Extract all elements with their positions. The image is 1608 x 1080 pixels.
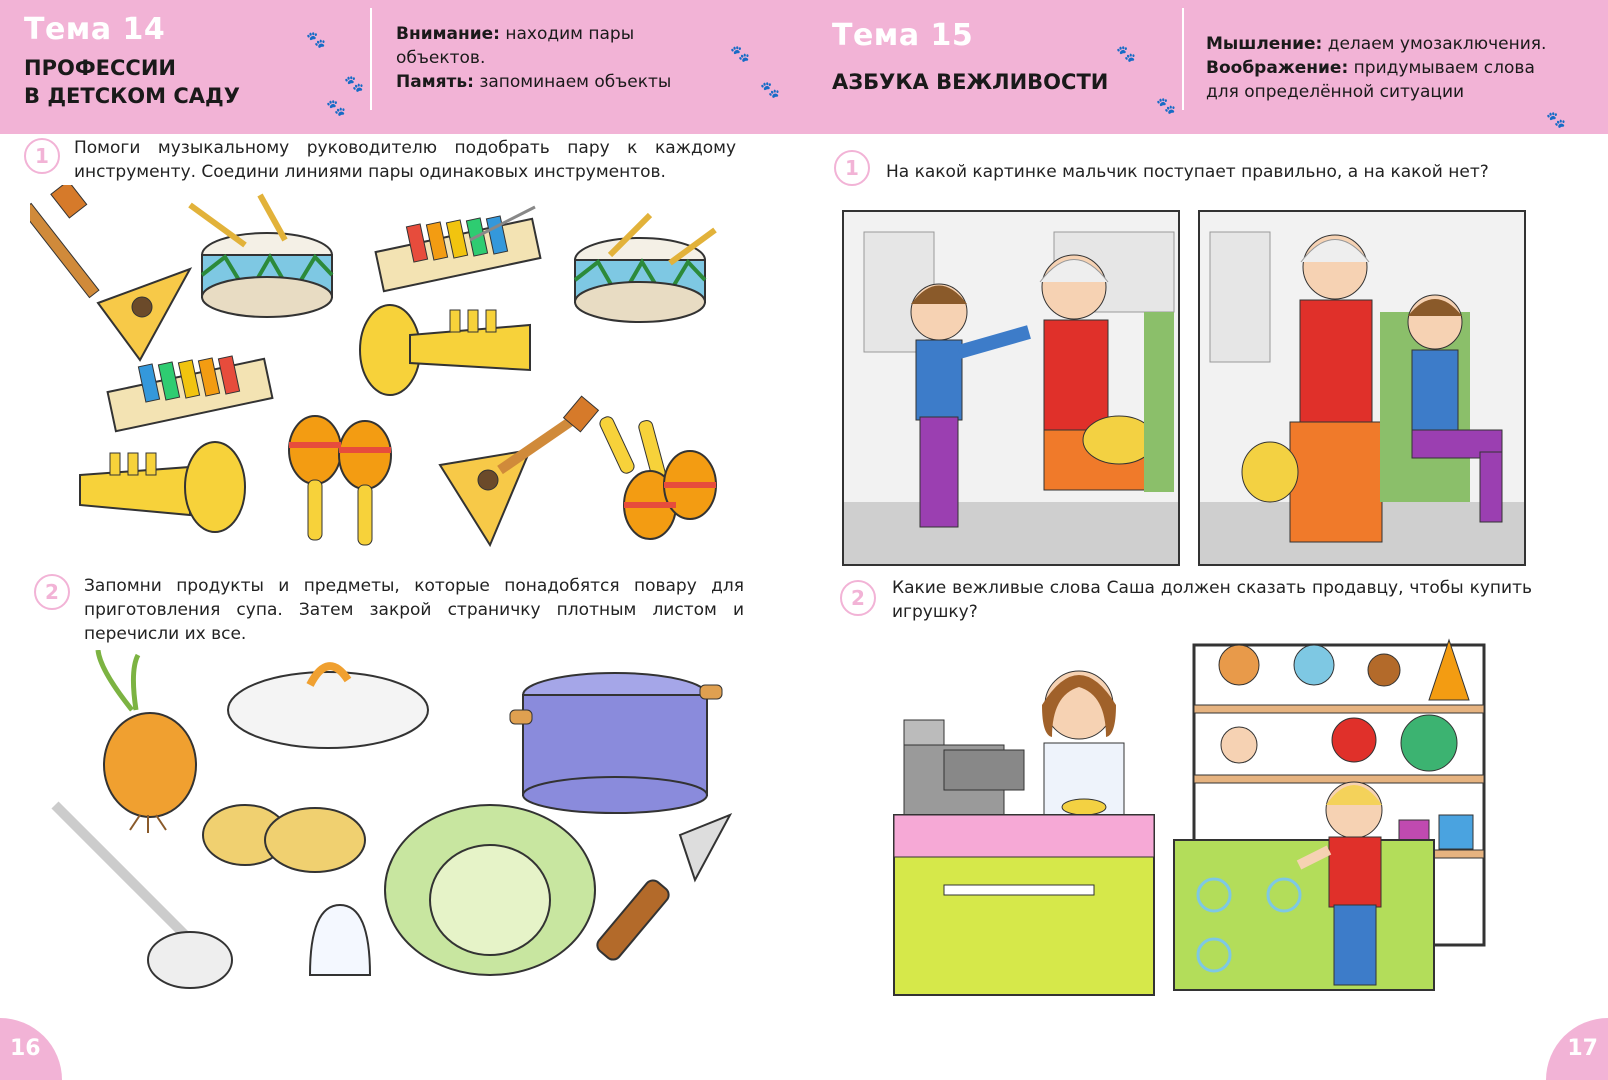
task-2-text: Какие вежливые слова Саша должен сказать продавцу, чтобы купить игрушку?: [892, 578, 1532, 622]
topic-title: ПРОФЕССИИ В ДЕТСКОМ САДУ: [24, 56, 240, 108]
trumpet-2: [80, 442, 245, 532]
tema-number: Тема 15: [832, 18, 974, 53]
skill-line: для определённой ситуации: [1206, 82, 1465, 102]
toy-shop-illustration: [884, 625, 1524, 1025]
task-number: 2: [34, 574, 70, 610]
skills-list: [396, 22, 726, 94]
task-1-text: На какой картинке мальчик поступает правильно, а на какой нет?: [886, 162, 1489, 182]
onion: [98, 650, 196, 833]
skill-line: Мышление: делаем умозаключения.: [1206, 34, 1547, 54]
trumpet-1: [360, 305, 530, 395]
balalaika-2: [440, 396, 598, 545]
cash-register: [904, 720, 1024, 815]
xylophone-1: [376, 207, 541, 291]
balalaika-1: [30, 185, 190, 360]
paw-print-icon: 🐾: [344, 74, 364, 93]
tema-number: Тема 14: [24, 12, 166, 47]
paw-print-icon: 🐾: [730, 44, 750, 63]
task-number: 2: [840, 580, 876, 616]
drum-1: [190, 195, 332, 317]
pot-lid: [228, 666, 428, 748]
soup-ingredients-illustration: [40, 650, 760, 1020]
task-number: 1: [24, 138, 60, 174]
paw-print-icon: 🐾: [306, 30, 326, 49]
bus-scene-left: [842, 210, 1180, 566]
skill-line: объектов.: [396, 48, 486, 68]
skill-line: Воображение: придумываем слова: [1206, 58, 1535, 78]
knife: [594, 815, 730, 963]
saleswoman: [1042, 671, 1124, 815]
skill-line: Внимание: находим пары: [396, 24, 635, 44]
topic-title: АЗБУКА ВЕЖЛИВОСТИ: [832, 70, 1109, 94]
task-number: 1: [834, 150, 870, 186]
task-1-text: Помоги музыкальному руководителю подобрать пару к каждому инструменту. Соедини линиями пары одинаковых инструментов.: [74, 138, 736, 182]
page-number: 17: [1546, 1018, 1608, 1080]
shop-counter: [894, 815, 1154, 995]
page-number: 16: [0, 1018, 62, 1080]
bus-scene-right: [1198, 210, 1526, 566]
musical-instruments-illustration: [30, 185, 770, 560]
paw-print-icon: 🐾: [1156, 96, 1176, 115]
header-divider: [370, 8, 372, 110]
salt-shaker: [310, 905, 370, 975]
page-17: [804, 0, 1608, 1080]
maracas-1: [289, 416, 391, 545]
header-divider: [1182, 8, 1184, 110]
paw-print-icon: 🐾: [1116, 44, 1136, 63]
page-header: [0, 0, 804, 134]
task-2-text: Запомни продукты и предметы, которые понадобятся повару для приготовления супа. Затем закрой страничку плотным листом и перечисли их все.: [84, 576, 744, 644]
cabbage: [385, 805, 595, 975]
drum-2: [575, 215, 715, 322]
page-header: [804, 0, 1608, 134]
potatoes: [203, 805, 365, 872]
paw-print-icon: 🐾: [760, 80, 780, 99]
cooking-pot: [510, 673, 722, 813]
paw-print-icon: 🐾: [1546, 110, 1566, 129]
xylophone-2: [108, 356, 273, 431]
skill-line: Память: запоминаем объекты: [396, 72, 672, 92]
maracas-2: [598, 415, 716, 539]
paw-print-icon: 🐾: [326, 98, 346, 117]
skills-list: [1206, 32, 1586, 104]
